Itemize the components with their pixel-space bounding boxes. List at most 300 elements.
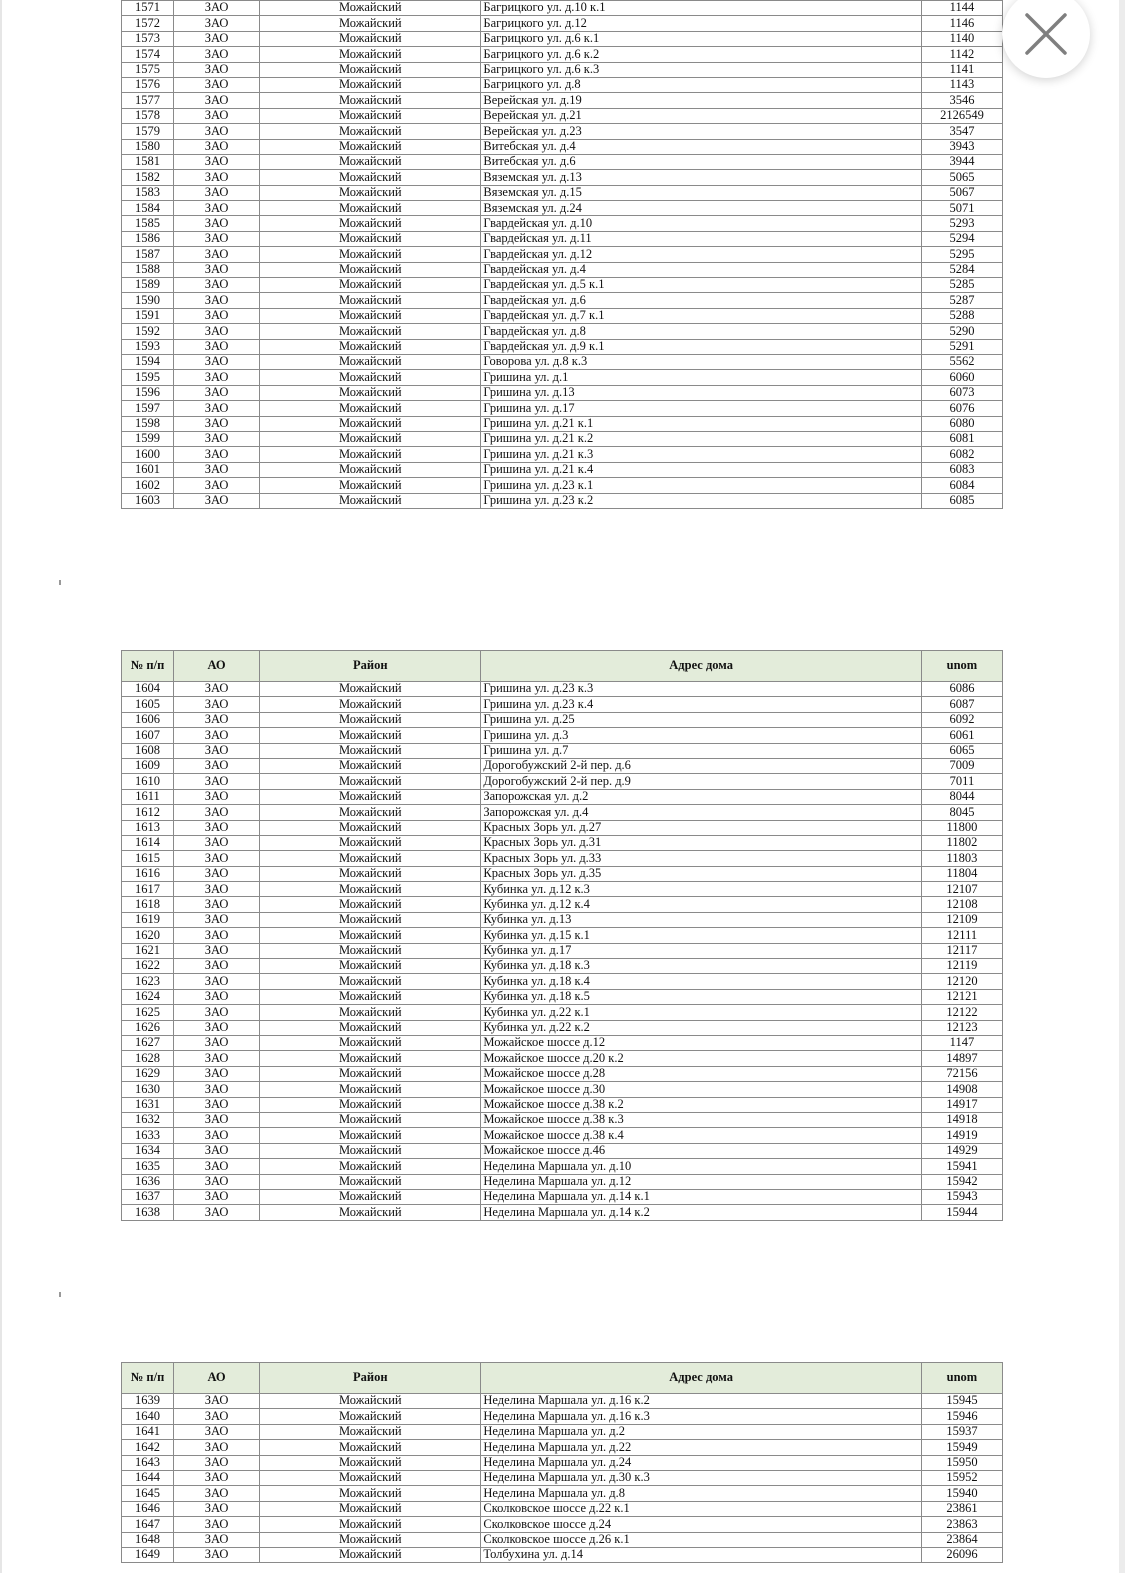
table-cell: ЗАО — [174, 278, 260, 293]
table-row — [122, 77, 1003, 92]
table-cell: ЗАО — [174, 170, 260, 185]
table-cell: 2126549 — [921, 108, 1002, 123]
table-cell: Говорова ул. д.8 к.3 — [481, 354, 922, 369]
table-cell: 1605 — [122, 697, 174, 712]
table-cell: Можайский — [260, 493, 481, 508]
table-cell: Можайский — [260, 1470, 481, 1485]
table-row — [122, 912, 1003, 927]
close-icon — [1022, 10, 1070, 58]
table-cell: 12108 — [921, 897, 1002, 912]
table-cell: 6082 — [921, 447, 1002, 462]
table-cell: 1623 — [122, 974, 174, 989]
table-cell: 1647 — [122, 1517, 174, 1532]
table-cell: 1594 — [122, 354, 174, 369]
table-cell: ЗАО — [174, 462, 260, 477]
table-cell: Гришина ул. д.21 к.3 — [481, 447, 922, 462]
table-cell: 1599 — [122, 431, 174, 446]
table-cell: 1572 — [122, 16, 174, 31]
table-row — [122, 1097, 1003, 1112]
table-cell: Можайский — [260, 697, 481, 712]
table-cell: 1629 — [122, 1066, 174, 1081]
table-cell: 6085 — [921, 493, 1002, 508]
table-cell: ЗАО — [174, 478, 260, 493]
table-cell: 12122 — [921, 1005, 1002, 1020]
table-cell: ЗАО — [174, 851, 260, 866]
table-cell: 8044 — [921, 789, 1002, 804]
table-row — [122, 1174, 1003, 1189]
table-cell: Гришина ул. д.23 к.4 — [481, 697, 922, 712]
table-cell: 1621 — [122, 943, 174, 958]
table-row — [122, 851, 1003, 866]
column-header: АО — [174, 1363, 260, 1394]
table-cell: Можайский — [260, 139, 481, 154]
table-cell: ЗАО — [174, 820, 260, 835]
table-cell: ЗАО — [174, 370, 260, 385]
table-section-1 — [121, 0, 1003, 509]
table-cell: Можайский — [260, 62, 481, 77]
table-cell: Можайский — [260, 77, 481, 92]
table-cell: ЗАО — [174, 1020, 260, 1035]
table-cell: Можайский — [260, 1051, 481, 1066]
column-header: № п/п — [122, 651, 174, 682]
table-cell: 12123 — [921, 1020, 1002, 1035]
table-cell: ЗАО — [174, 1066, 260, 1081]
table-cell: 1643 — [122, 1455, 174, 1470]
table-cell: ЗАО — [174, 1189, 260, 1204]
table-cell: Вяземская ул. д.15 — [481, 185, 922, 200]
table-cell: ЗАО — [174, 401, 260, 416]
table-cell: 1575 — [122, 62, 174, 77]
table-cell: Можайское шоссе д.38 к.3 — [481, 1112, 922, 1127]
table-cell: 1635 — [122, 1159, 174, 1174]
table-cell: Багрицкого ул. д.12 — [481, 16, 922, 31]
table-cell: ЗАО — [174, 1005, 260, 1020]
table-header-row — [122, 651, 1003, 682]
table-cell: ЗАО — [174, 1035, 260, 1050]
table-cell: 15937 — [921, 1424, 1002, 1439]
table-cell: 3547 — [921, 124, 1002, 139]
table-cell: ЗАО — [174, 805, 260, 820]
table-cell: 12109 — [921, 912, 1002, 927]
table-cell: ЗАО — [174, 262, 260, 277]
table-row — [122, 897, 1003, 912]
table-cell: Кубинка ул. д.18 к.3 — [481, 959, 922, 974]
table-cell: Неделина Маршала ул. д.8 — [481, 1486, 922, 1501]
table-cell: 5065 — [921, 170, 1002, 185]
table-row — [122, 493, 1003, 508]
table-cell: Можайский — [260, 47, 481, 62]
table-cell: 72156 — [921, 1066, 1002, 1081]
table-row — [122, 712, 1003, 727]
table-row — [122, 324, 1003, 339]
table-cell: Можайский — [260, 758, 481, 773]
table-cell: Неделина Маршала ул. д.16 к.3 — [481, 1409, 922, 1424]
table-cell: ЗАО — [174, 493, 260, 508]
table-cell: 1585 — [122, 216, 174, 231]
table-cell: 1617 — [122, 882, 174, 897]
table-cell: Можайский — [260, 866, 481, 881]
table-cell: 6086 — [921, 682, 1002, 697]
table-cell: ЗАО — [174, 185, 260, 200]
table-cell: Можайский — [260, 743, 481, 758]
table-cell: Неделина Маршала ул. д.14 к.1 — [481, 1189, 922, 1204]
table-cell: Красных Зорь ул. д.27 — [481, 820, 922, 835]
table-cell: Багрицкого ул. д.6 к.3 — [481, 62, 922, 77]
table-cell: 6076 — [921, 401, 1002, 416]
close-button[interactable] — [1002, 0, 1090, 78]
table-row — [122, 866, 1003, 881]
table-cell: Можайский — [260, 1112, 481, 1127]
table-cell: ЗАО — [174, 1082, 260, 1097]
table-row — [122, 278, 1003, 293]
table-section-2 — [121, 650, 1003, 1221]
table-cell: Гвардейская ул. д.12 — [481, 247, 922, 262]
table-row — [122, 805, 1003, 820]
table-row — [122, 697, 1003, 712]
table-cell: ЗАО — [174, 835, 260, 850]
table-cell: Можайский — [260, 728, 481, 743]
table-cell: 5288 — [921, 308, 1002, 323]
table-cell: Запорожская ул. д.4 — [481, 805, 922, 820]
table-cell: 1640 — [122, 1409, 174, 1424]
page-break-mark — [59, 580, 61, 585]
table-cell: 1620 — [122, 928, 174, 943]
table-cell: Можайский — [260, 278, 481, 293]
table-row — [122, 385, 1003, 400]
table-cell: ЗАО — [174, 1470, 260, 1485]
table-row — [122, 1547, 1003, 1562]
table-cell: 1578 — [122, 108, 174, 123]
table-cell: Гришина ул. д.17 — [481, 401, 922, 416]
table-cell: 5067 — [921, 185, 1002, 200]
table-cell: ЗАО — [174, 1143, 260, 1158]
table-row — [122, 1, 1003, 16]
table-cell: Можайское шоссе д.30 — [481, 1082, 922, 1097]
table-cell: 23863 — [921, 1517, 1002, 1532]
table-cell: 6084 — [921, 478, 1002, 493]
table-cell: ЗАО — [174, 124, 260, 139]
table-cell: Кубинка ул. д.22 к.2 — [481, 1020, 922, 1035]
table-cell: ЗАО — [174, 1486, 260, 1501]
table-cell: 14908 — [921, 1082, 1002, 1097]
table-cell: 1587 — [122, 247, 174, 262]
table-cell: Можайский — [260, 185, 481, 200]
table-row — [122, 928, 1003, 943]
table-cell: Можайское шоссе д.20 к.2 — [481, 1051, 922, 1066]
table-cell: Гвардейская ул. д.9 к.1 — [481, 339, 922, 354]
table-cell: Сколковское шоссе д.26 к.1 — [481, 1532, 922, 1547]
table-cell: Можайский — [260, 882, 481, 897]
table-cell: ЗАО — [174, 959, 260, 974]
table-cell: ЗАО — [174, 1532, 260, 1547]
table-row — [122, 789, 1003, 804]
table-cell: Можайский — [260, 1532, 481, 1547]
table-cell: 1624 — [122, 989, 174, 1004]
table-cell: 1631 — [122, 1097, 174, 1112]
table-cell: Гришина ул. д.7 — [481, 743, 922, 758]
table-cell: Можайский — [260, 1517, 481, 1532]
table-cell: 6080 — [921, 416, 1002, 431]
table-cell: Можайский — [260, 416, 481, 431]
table-cell: 1618 — [122, 897, 174, 912]
table-cell: 1633 — [122, 1128, 174, 1143]
table-row — [122, 1051, 1003, 1066]
table-cell: Можайский — [260, 1020, 481, 1035]
table-cell: 1141 — [921, 62, 1002, 77]
table-row — [122, 1005, 1003, 1020]
table-cell: ЗАО — [174, 93, 260, 108]
table-cell: Можайский — [260, 108, 481, 123]
table-cell: Можайский — [260, 1501, 481, 1516]
table-cell: Можайский — [260, 774, 481, 789]
table-cell: Толбухина ул. д.14 — [481, 1547, 922, 1562]
table-cell: ЗАО — [174, 912, 260, 927]
table-cell: Кубинка ул. д.17 — [481, 943, 922, 958]
column-header: Адрес дома — [481, 651, 922, 682]
table-cell: 15943 — [921, 1189, 1002, 1204]
table-cell: 1579 — [122, 124, 174, 139]
table-cell: ЗАО — [174, 1051, 260, 1066]
table-cell: Можайское шоссе д.38 к.4 — [481, 1128, 922, 1143]
table-cell: 6065 — [921, 743, 1002, 758]
table-cell: 1638 — [122, 1205, 174, 1220]
table-cell: Можайский — [260, 1097, 481, 1112]
address-table — [121, 1362, 1003, 1563]
table-cell: 6087 — [921, 697, 1002, 712]
table-cell: Можайский — [260, 835, 481, 850]
table-row — [122, 416, 1003, 431]
address-table — [121, 650, 1003, 1221]
table-row — [122, 1112, 1003, 1127]
table-cell: Можайский — [260, 124, 481, 139]
table-cell: 5284 — [921, 262, 1002, 277]
table-cell: Неделина Маршала ул. д.30 к.3 — [481, 1470, 922, 1485]
table-cell: 23861 — [921, 1501, 1002, 1516]
table-cell: 1597 — [122, 401, 174, 416]
table-cell: 15952 — [921, 1470, 1002, 1485]
table-cell: ЗАО — [174, 1112, 260, 1127]
table-cell: ЗАО — [174, 1394, 260, 1409]
table-cell: Красных Зорь ул. д.33 — [481, 851, 922, 866]
table-cell: Можайский — [260, 93, 481, 108]
table-cell: 3943 — [921, 139, 1002, 154]
table-cell: 1606 — [122, 712, 174, 727]
column-header: Район — [260, 651, 481, 682]
table-cell: Можайский — [260, 1424, 481, 1439]
table-cell: 1604 — [122, 682, 174, 697]
table-cell: Можайский — [260, 789, 481, 804]
table-cell: 5287 — [921, 293, 1002, 308]
table-cell: 15941 — [921, 1159, 1002, 1174]
table-cell: Вяземская ул. д.24 — [481, 201, 922, 216]
table-cell: Можайский — [260, 431, 481, 446]
table-cell: Можайский — [260, 247, 481, 262]
table-cell: 1642 — [122, 1440, 174, 1455]
table-cell: 1600 — [122, 447, 174, 462]
table-cell: Неделина Маршала ул. д.14 к.2 — [481, 1205, 922, 1220]
table-cell: Неделина Маршала ул. д.22 — [481, 1440, 922, 1455]
table-cell: 1648 — [122, 1532, 174, 1547]
table-cell: ЗАО — [174, 1547, 260, 1562]
table-cell: 1622 — [122, 959, 174, 974]
table-cell: 1586 — [122, 231, 174, 246]
table-cell: Можайский — [260, 1035, 481, 1050]
table-cell: ЗАО — [174, 1205, 260, 1220]
table-cell: Гвардейская ул. д.8 — [481, 324, 922, 339]
table-cell: 1580 — [122, 139, 174, 154]
table-cell: Гришина ул. д.25 — [481, 712, 922, 727]
table-cell: Можайский — [260, 1440, 481, 1455]
table-cell: ЗАО — [174, 201, 260, 216]
table-cell: 12119 — [921, 959, 1002, 974]
table-row — [122, 728, 1003, 743]
table-cell: 5295 — [921, 247, 1002, 262]
table-cell: 11802 — [921, 835, 1002, 850]
address-table — [121, 0, 1003, 509]
table-cell: ЗАО — [174, 1424, 260, 1439]
table-cell: ЗАО — [174, 866, 260, 881]
table-row — [122, 959, 1003, 974]
table-cell: ЗАО — [174, 247, 260, 262]
table-cell: Можайский — [260, 170, 481, 185]
table-cell: ЗАО — [174, 139, 260, 154]
table-cell: 12111 — [921, 928, 1002, 943]
table-cell: Можайский — [260, 339, 481, 354]
table-cell: Можайский — [260, 16, 481, 31]
table-cell: Гришина ул. д.21 к.4 — [481, 462, 922, 477]
table-cell: Можайский — [260, 712, 481, 727]
table-cell: 1577 — [122, 93, 174, 108]
table-cell: Можайский — [260, 974, 481, 989]
table-cell: Гришина ул. д.21 к.2 — [481, 431, 922, 446]
table-cell: ЗАО — [174, 943, 260, 958]
table-cell: Можайский — [260, 154, 481, 169]
column-header: АО — [174, 651, 260, 682]
table-cell: Можайский — [260, 231, 481, 246]
table-cell: ЗАО — [174, 1174, 260, 1189]
table-row — [122, 216, 1003, 231]
table-cell: 1144 — [921, 1, 1002, 16]
table-row — [122, 1035, 1003, 1050]
table-cell: ЗАО — [174, 758, 260, 773]
table-row — [122, 247, 1003, 262]
table-cell: 5071 — [921, 201, 1002, 216]
table-cell: ЗАО — [174, 339, 260, 354]
table-cell: Можайский — [260, 805, 481, 820]
table-cell: Можайский — [260, 1, 481, 16]
table-cell: Можайский — [260, 370, 481, 385]
table-cell: ЗАО — [174, 1501, 260, 1516]
column-header: Район — [260, 1363, 481, 1394]
table-cell: 1143 — [921, 77, 1002, 92]
table-cell: 1612 — [122, 805, 174, 820]
table-cell: Можайский — [260, 959, 481, 974]
table-cell: Кубинка ул. д.18 к.5 — [481, 989, 922, 1004]
table-cell: ЗАО — [174, 77, 260, 92]
table-cell: 1591 — [122, 308, 174, 323]
table-cell: Гришина ул. д.23 к.3 — [481, 682, 922, 697]
table-row — [122, 293, 1003, 308]
table-cell: ЗАО — [174, 216, 260, 231]
table-cell: 1595 — [122, 370, 174, 385]
table-cell: Можайский — [260, 1159, 481, 1174]
table-cell: 14918 — [921, 1112, 1002, 1127]
table-cell: 1610 — [122, 774, 174, 789]
table-cell: Можайский — [260, 1547, 481, 1562]
table-header-row — [122, 1363, 1003, 1394]
table-cell: 12107 — [921, 882, 1002, 897]
table-cell: 5291 — [921, 339, 1002, 354]
table-cell: 1609 — [122, 758, 174, 773]
table-row — [122, 31, 1003, 46]
table-row — [122, 1517, 1003, 1532]
table-cell: 1583 — [122, 185, 174, 200]
table-cell: Дорогобужский 2-й пер. д.9 — [481, 774, 922, 789]
table-cell: 1588 — [122, 262, 174, 277]
page-left-edge — [0, 0, 2, 1573]
table-cell: 1625 — [122, 1005, 174, 1020]
table-cell: Можайский — [260, 1394, 481, 1409]
table-cell: 15940 — [921, 1486, 1002, 1501]
table-row — [122, 1143, 1003, 1158]
table-row — [122, 93, 1003, 108]
table-row — [122, 1501, 1003, 1516]
table-cell: Гвардейская ул. д.11 — [481, 231, 922, 246]
table-cell: ЗАО — [174, 416, 260, 431]
table-cell: 11803 — [921, 851, 1002, 866]
table-cell: 6092 — [921, 712, 1002, 727]
table-cell: 1630 — [122, 1082, 174, 1097]
table-cell: 1626 — [122, 1020, 174, 1035]
table-row — [122, 124, 1003, 139]
table-row — [122, 308, 1003, 323]
table-cell: Можайский — [260, 1189, 481, 1204]
table-row — [122, 743, 1003, 758]
table-cell: ЗАО — [174, 31, 260, 46]
table-cell: 1634 — [122, 1143, 174, 1158]
table-row — [122, 16, 1003, 31]
table-cell: Гришина ул. д.1 — [481, 370, 922, 385]
page-break-mark — [59, 1292, 61, 1297]
table-row — [122, 1470, 1003, 1485]
table-cell: Можайский — [260, 478, 481, 493]
table-cell: Можайский — [260, 928, 481, 943]
table-cell: ЗАО — [174, 697, 260, 712]
table-cell: Можайский — [260, 1455, 481, 1470]
table-cell: 1592 — [122, 324, 174, 339]
table-cell: ЗАО — [174, 108, 260, 123]
table-cell: 1641 — [122, 1424, 174, 1439]
page-right-edge — [1119, 0, 1125, 1573]
table-cell: ЗАО — [174, 1159, 260, 1174]
table-cell: Можайский — [260, 324, 481, 339]
table-cell: 1636 — [122, 1174, 174, 1189]
table-cell: Можайский — [260, 216, 481, 231]
table-cell: Гвардейская ул. д.5 к.1 — [481, 278, 922, 293]
table-cell: Запорожская ул. д.2 — [481, 789, 922, 804]
table-cell: 1627 — [122, 1035, 174, 1050]
table-cell: Можайский — [260, 851, 481, 866]
table-cell: 15949 — [921, 1440, 1002, 1455]
table-cell: 15944 — [921, 1205, 1002, 1220]
column-header: Адрес дома — [481, 1363, 922, 1394]
table-cell: 3944 — [921, 154, 1002, 169]
table-row — [122, 943, 1003, 958]
table-cell: Можайский — [260, 1005, 481, 1020]
column-header: № п/п — [122, 1363, 174, 1394]
table-cell: Витебская ул. д.4 — [481, 139, 922, 154]
table-cell: 1614 — [122, 835, 174, 850]
